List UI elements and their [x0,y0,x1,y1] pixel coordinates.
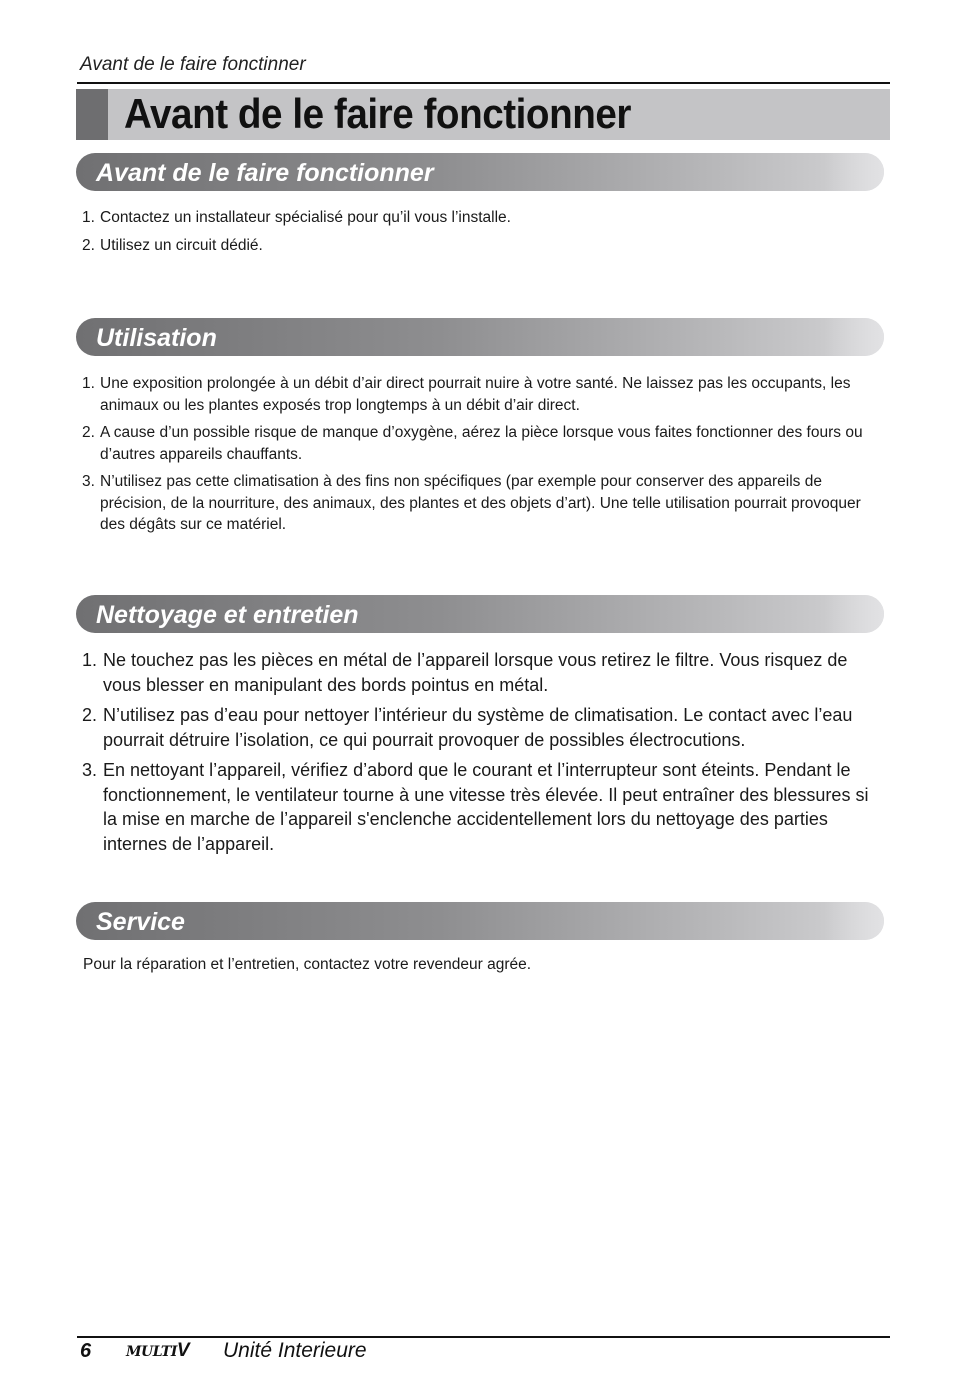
list-item: 2. N’utilisez pas d’eau pour nettoyer l’intérieur du système de climatisation. Le contact avec l’eau pourrait détruire l’isolation, ce qui pourrait provoquer de possibles électrocutions. [82,705,853,750]
list-item: 3. En nettoyant l’appareil, vérifiez d’abord que le courant et l’interrupteur sont éteints. Pendant le fonctionnement, le ventilateur tourne à une vitesse très élevée. Il peut entraîner des blessures si la mise en marche de l’appareil s'enclenche accidentellement lors du nettoyage des parties internes de l’appareil. [82,760,869,854]
list-avant [82,207,872,262]
list-item: 2. Utilisez un circuit dédié. [82,236,263,254]
list-item: 2. A cause d’un possible risque de manque d’oxygène, aérez la pièce lorsque vous faites fonctionner des fours ou d’autres appareils chauffants. [82,424,863,463]
list-item: 3. N’utilisez pas cette climatisation à des fins non spécifiques (par exemple pour conserver des appareils de précision, de la nourriture, des animaux, des plantes et des objets d’art). Une telle utilisation pourrait provoquer des dégâts sur ce matériel. [82,473,861,533]
section-header-utilisation [76,318,884,356]
section-title: Avant de le faire fonctionner [96,159,434,187]
list-utilisation [82,373,872,542]
section-header-service [76,902,884,940]
section-title: Service [96,908,185,936]
page-title: Avant de le faire fonctionner [124,90,631,137]
footer-rule [77,1336,890,1338]
list-item: 1. Contactez un installateur spécialisé pour qu’il vous l’installe. [82,209,511,226]
page-number: 6 [80,1340,92,1362]
title-accent-block [76,89,108,140]
multi-v-logo: MULTIV [126,1340,190,1361]
header-rule [77,82,890,84]
unit-label: Unité Interieure [223,1339,367,1362]
running-header: Avant de le faire fonctinner [80,54,306,75]
section-title: Utilisation [96,324,217,352]
section-header-avant [76,153,884,191]
service-paragraph: Pour la réparation et l’entretien, contactez votre revendeur agrée. [83,956,532,973]
list-item: 1. Une exposition prolongée à un débit d’air direct pourrait nuire à votre santé. Ne laissez pas les occupants, les animaux ou les plantes exposés trop longtemps à un débit d’air direct. [82,375,851,414]
list-item: 1. Ne touchez pas les pièces en métal de l’appareil lorsque vous retirez le filtre. Vous risquez de vous blesser en manipulant des bords pointus en métal. [82,650,848,695]
list-nettoyage [82,648,872,862]
page-title-bar [76,89,890,140]
section-title: Nettoyage et entretien [96,601,359,629]
section-header-nettoyage [76,595,884,633]
